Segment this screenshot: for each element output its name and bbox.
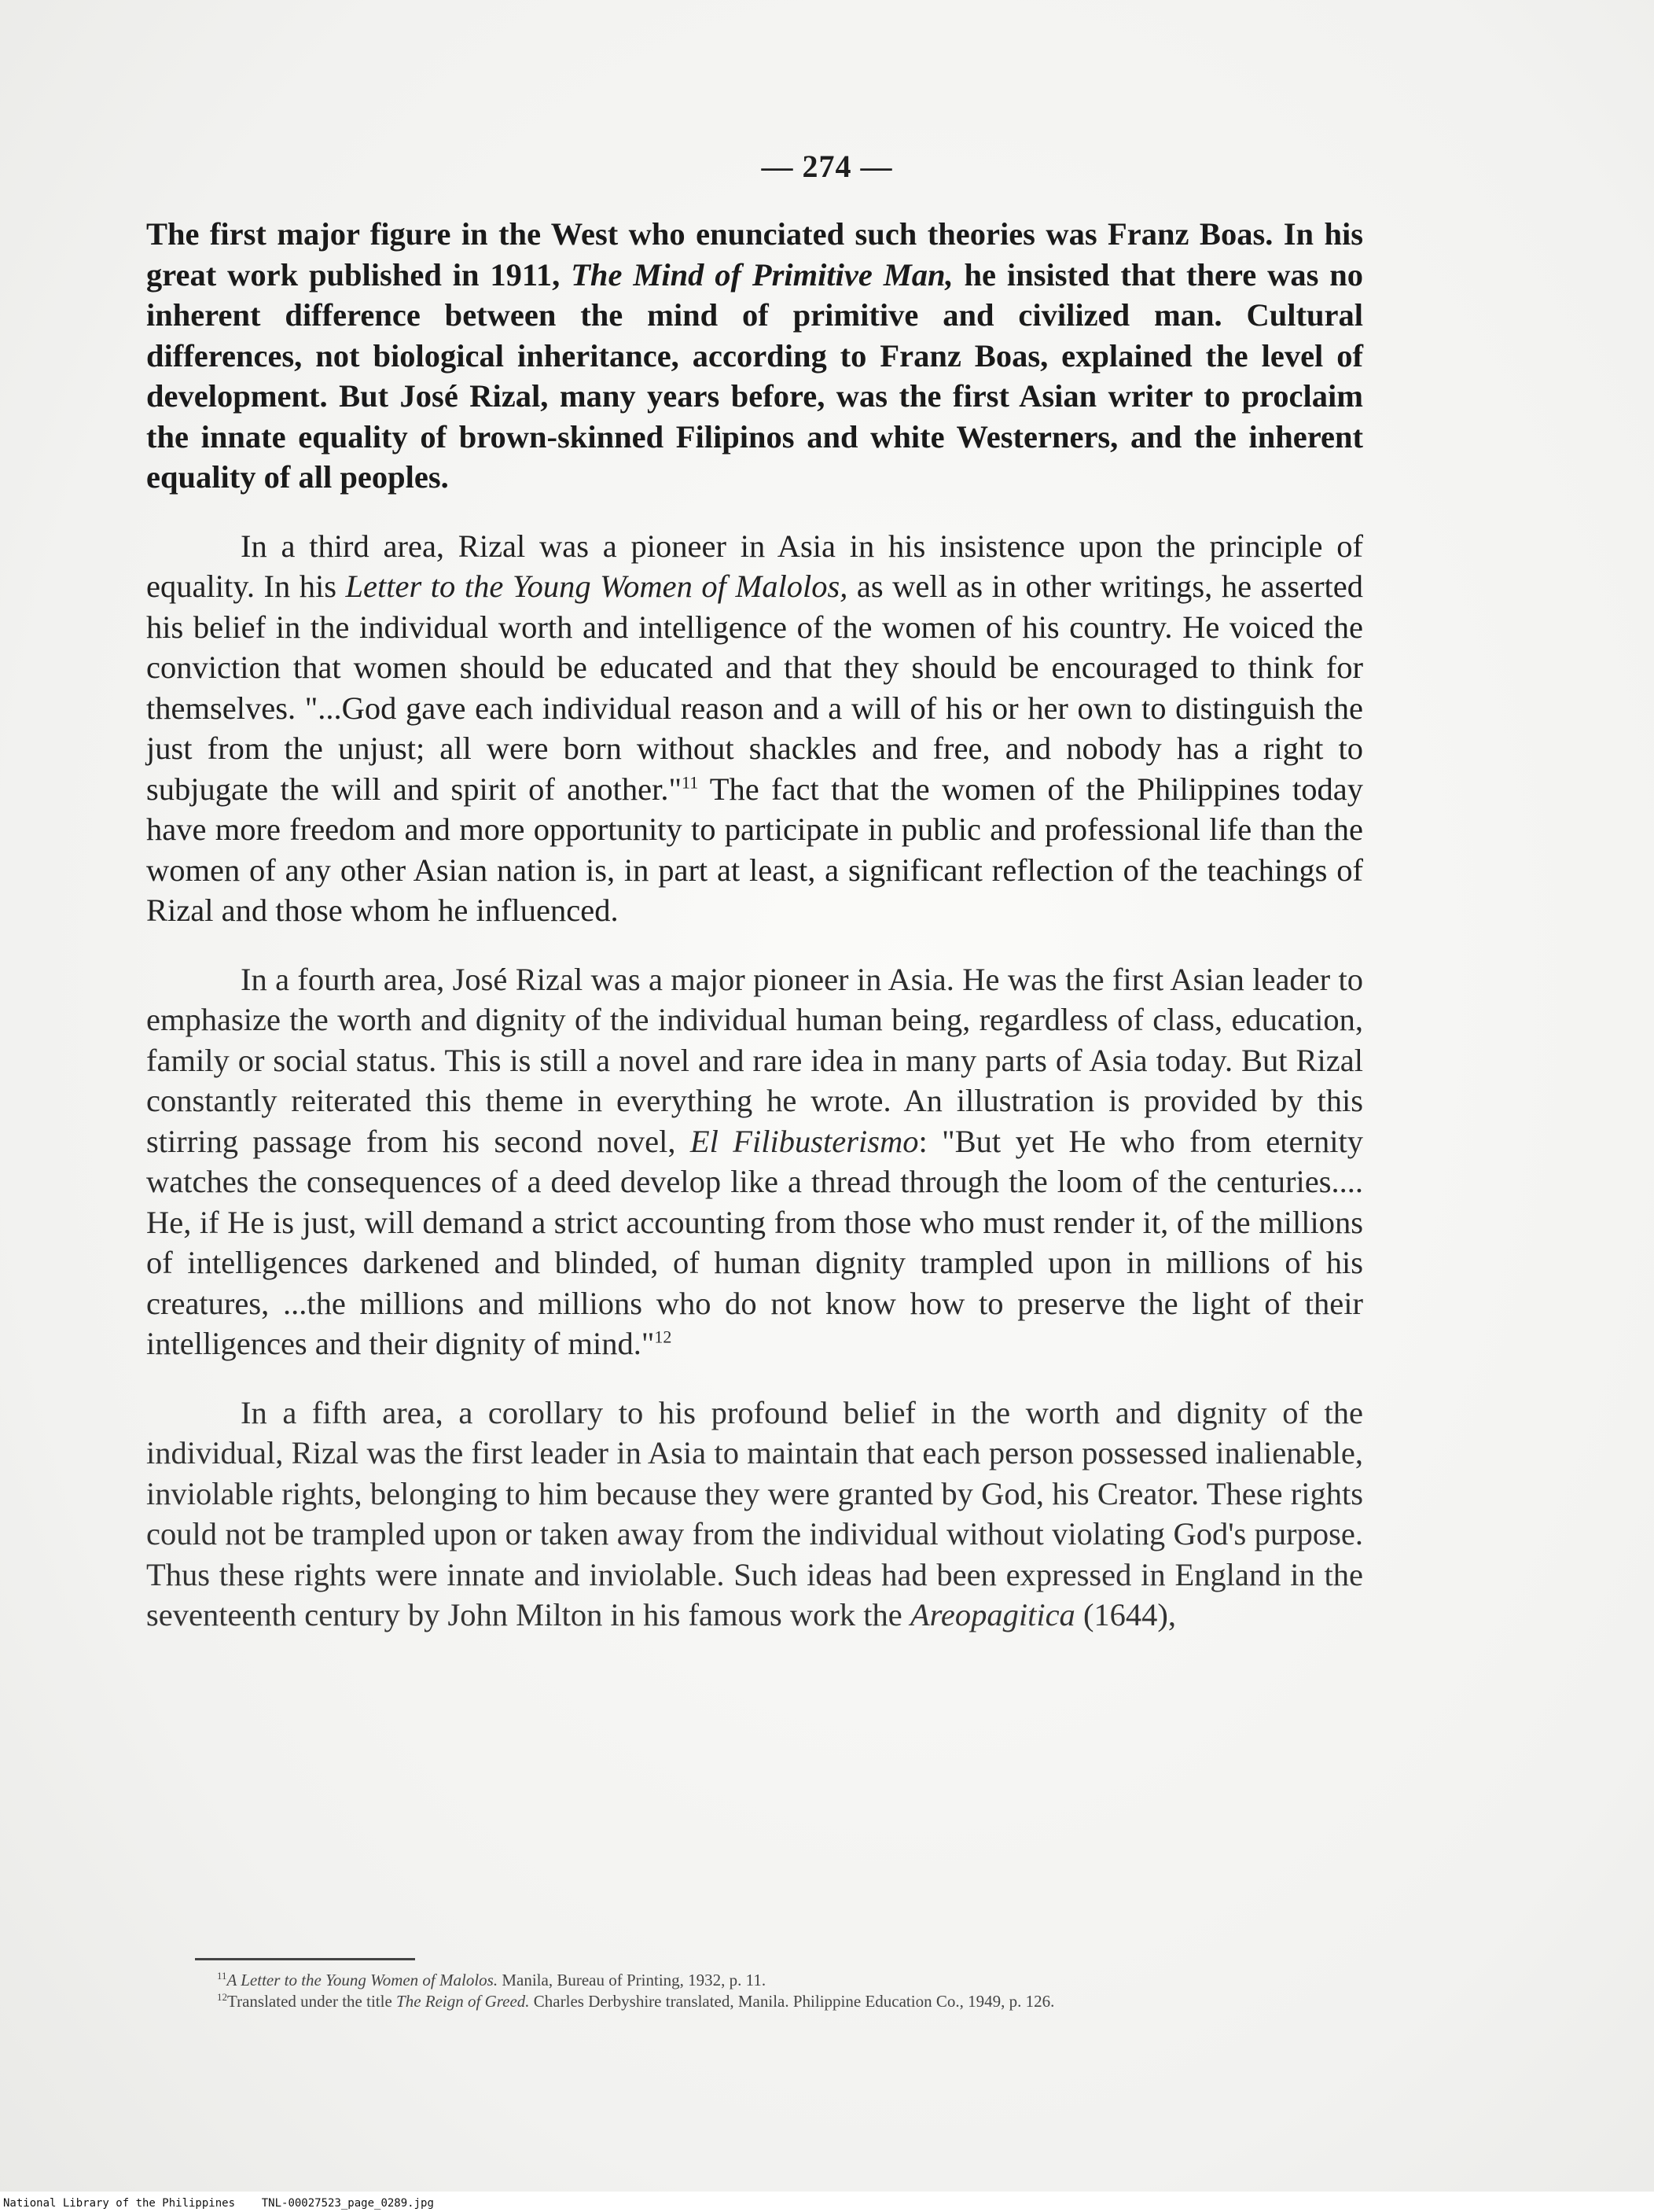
footnote-divider <box>195 1958 415 1960</box>
page-number: — 274 — <box>761 149 893 184</box>
footnote-12-text-b: Charles Derbyshire translated, Manila. Philippine Education Co., 1949, p. 126. <box>529 1992 1055 2011</box>
paragraph-1-text-b: he insisted that there was no inherent difference between the mind of primitive and civilized man. Cultural differences, not biological inheritance, according to Franz Boas, explained the level of development. But José Rizal, many years before, was the first Asian writer to proclaim the innate equality of brown-skinned Filipinos and white Westerners, and the inherent equality of all peoples. <box>146 256 1364 495</box>
paragraph-1-book-title: The Mind of Primitive Man, <box>571 256 954 293</box>
footnote-12 <box>170 1989 1365 2010</box>
credit-file: TNL-00027523_page_0289.jpg <box>261 2197 434 2210</box>
paragraph-2-letter-title: Letter to the Young Women of Malolos, <box>345 569 848 604</box>
footnote-12-title: The Reign of Greed. <box>396 1992 530 2011</box>
paragraph-4-text-a: In a fifth area, a corollary to his profound belief in the worth and dignity of the individual, Rizal was the first leader in Asia to maintain that each person possessed inalienable, inviolable rights, belonging to him because they were granted by God, his Creator. These rights could not be trampled upon or taken away from the individual without violating God's purpose. Thus these rights were innate and inviolable. Such ideas had been expressed in England in the seventeenth century by John Milton in his famous work the <box>146 1394 1363 1632</box>
paragraph-4 <box>146 1393 1363 1636</box>
paragraph-3-text-b: : "But yet He who from eternity watches the consequences of a deed develop like a thread through the loom of the centuries.... He, if He is just, will demand a strict accounting from those who must render it, of the millions of intelligences darkened and blinded, of human dignity trampled upon in millions of his creatures, ...the millions and millions who do not know how to preserve the light of their intelligences and their dignity of mind." <box>146 1123 1363 1361</box>
footnote-ref-11: 11 <box>682 772 699 792</box>
footnote-11-text: Manila, Bureau of Printing, 1932, p. 11. <box>498 1971 766 1989</box>
scan-credit <box>3 2197 434 2210</box>
paragraph-4-text-b: (1644), <box>1075 1597 1177 1632</box>
paragraph-3-text-a: In a fourth area, José Rizal was a major pioneer in Asia. He was the first Asian leader to emphasize the worth and dignity of the individual human being, regardless of class, education, family or social status. This is still a novel and rare idea in many parts of Asia today. But Rizal constantly reiterated this theme in everything he wrote. An illustration is provided by this stirring passage from his second novel, <box>146 961 1363 1159</box>
footnotes <box>170 1967 1365 2010</box>
footnote-12-text-a: Translated under the title <box>227 1992 397 2011</box>
paragraph-1-text-a: The first major figure in the West who enunciated such theories was Franz Boas. In his great work published in 1911, <box>146 216 1363 293</box>
footnote-11-title: A Letter to the Young Women of Malolos. <box>226 1971 498 1989</box>
credit-library: National Library of the Philippines <box>3 2197 236 2210</box>
paragraph-2-text-c: The fact that the women of the Philippines today have more freedom and more opportunity to participate in public and professional life than the women of any other Asian nation is, in part at least, a significant reflection of the teachings of Rizal and those whom he influenced. <box>146 771 1363 928</box>
footnote-11-number: 11 <box>217 1970 227 1982</box>
paragraph-3 <box>146 959 1363 1364</box>
paragraph-3-novel-title: El Filibusterismo <box>689 1123 919 1159</box>
footnote-ref-12: 12 <box>654 1327 672 1347</box>
footnote-12-number: 12 <box>217 1991 227 2003</box>
paragraph-2 <box>146 526 1363 931</box>
paragraph-1 <box>146 214 1363 498</box>
paragraph-2-text-a: In a third area, Rizal was a pioneer in Asia in his insistence upon the principle of equality. In his <box>146 528 1363 604</box>
paragraph-2-text-b: as well as in other writings, he asserted his belief in the individual worth and intelligence of the women of his country. He voiced the conviction that women should be educated and that they should be encouraged to think for themselves. "...God gave each individual reason and a will of his or her own to distinguish the just from the unjust; all were born without shackles and free, and nobody has a right to subjugate the will and spirit of another." <box>146 569 1364 807</box>
paragraph-4-work-title: Areopagitica <box>910 1597 1075 1632</box>
body-text <box>146 214 1363 1664</box>
footnote-11 <box>170 1967 1365 1989</box>
